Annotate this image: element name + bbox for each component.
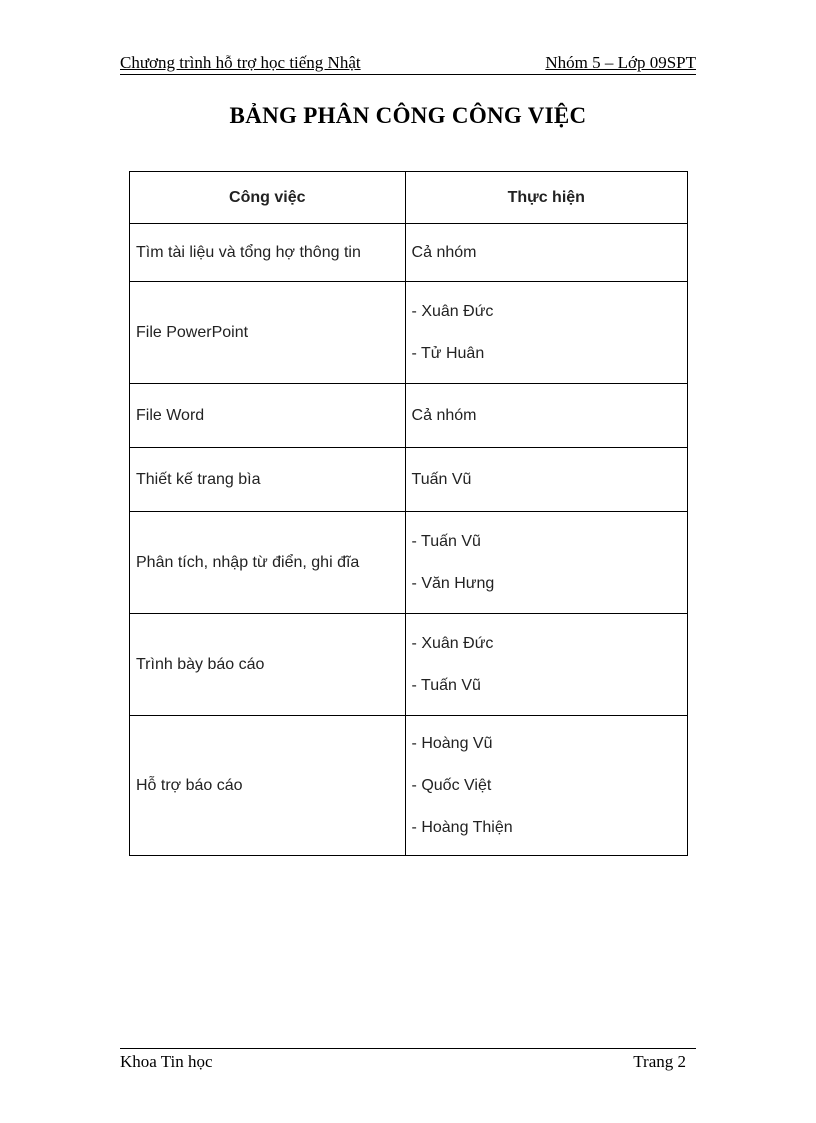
page-title: BẢNG PHÂN CÔNG CÔNG VIỆC xyxy=(229,103,587,128)
assignee-name: Tuấn Vũ xyxy=(411,470,472,488)
table-row xyxy=(130,614,688,716)
assignee-name: - Hoàng Vũ xyxy=(411,734,493,752)
column-header-task: Công việc xyxy=(130,172,406,224)
task-cell: Hỗ trợ báo cáo xyxy=(130,716,406,856)
table-row xyxy=(130,224,688,282)
table-row xyxy=(130,282,688,384)
task-cell: Thiết kế trang bìa xyxy=(130,448,406,512)
table-row xyxy=(130,448,688,512)
task-cell: File Word xyxy=(130,384,406,448)
header-group: Nhóm 5 – Lớp 09SPT xyxy=(545,53,696,72)
assignee-name: - Tử Huân xyxy=(411,344,485,362)
assignee-name: Cả nhóm xyxy=(411,406,477,424)
footer-department: Khoa Tin học xyxy=(120,1052,213,1071)
assignee-cell xyxy=(405,716,687,856)
table-row xyxy=(130,716,688,856)
page-number: Trang 2 xyxy=(633,1052,686,1071)
assignee-name: - Xuân Đức xyxy=(411,634,494,652)
assignee-name: - Tuấn Vũ xyxy=(411,676,481,694)
column-header-assignee: Thực hiện xyxy=(405,172,687,224)
assignee-cell xyxy=(405,448,687,512)
assignee-name: Cả nhóm xyxy=(411,243,477,261)
assignee-cell xyxy=(405,614,687,716)
table-row xyxy=(130,384,688,448)
header-title: Chương trình hỗ trợ học tiếng Nhật xyxy=(120,53,361,72)
table-row xyxy=(130,512,688,614)
page-header xyxy=(120,52,696,75)
assignee-cell xyxy=(405,384,687,448)
assignee-name: - Xuân Đức xyxy=(411,302,494,320)
page-footer xyxy=(120,1048,696,1075)
task-cell: Trình bày báo cáo xyxy=(130,614,406,716)
assignee-name: - Hoàng Thiện xyxy=(411,818,513,836)
assignee-cell xyxy=(405,282,687,384)
assignee-name: - Quốc Việt xyxy=(411,776,492,794)
task-cell: Phân tích, nhập từ điển, ghi đĩa xyxy=(130,512,406,614)
assignee-cell xyxy=(405,512,687,614)
assignment-table xyxy=(129,171,688,856)
table-header-row xyxy=(130,172,688,224)
assignee-name: - Văn Hưng xyxy=(411,574,495,592)
assignee-cell xyxy=(405,224,687,282)
task-cell: File PowerPoint xyxy=(130,282,406,384)
task-cell: Tìm tài liệu và tổng hợ thông tin xyxy=(130,224,406,282)
assignee-name: - Tuấn Vũ xyxy=(411,532,481,550)
